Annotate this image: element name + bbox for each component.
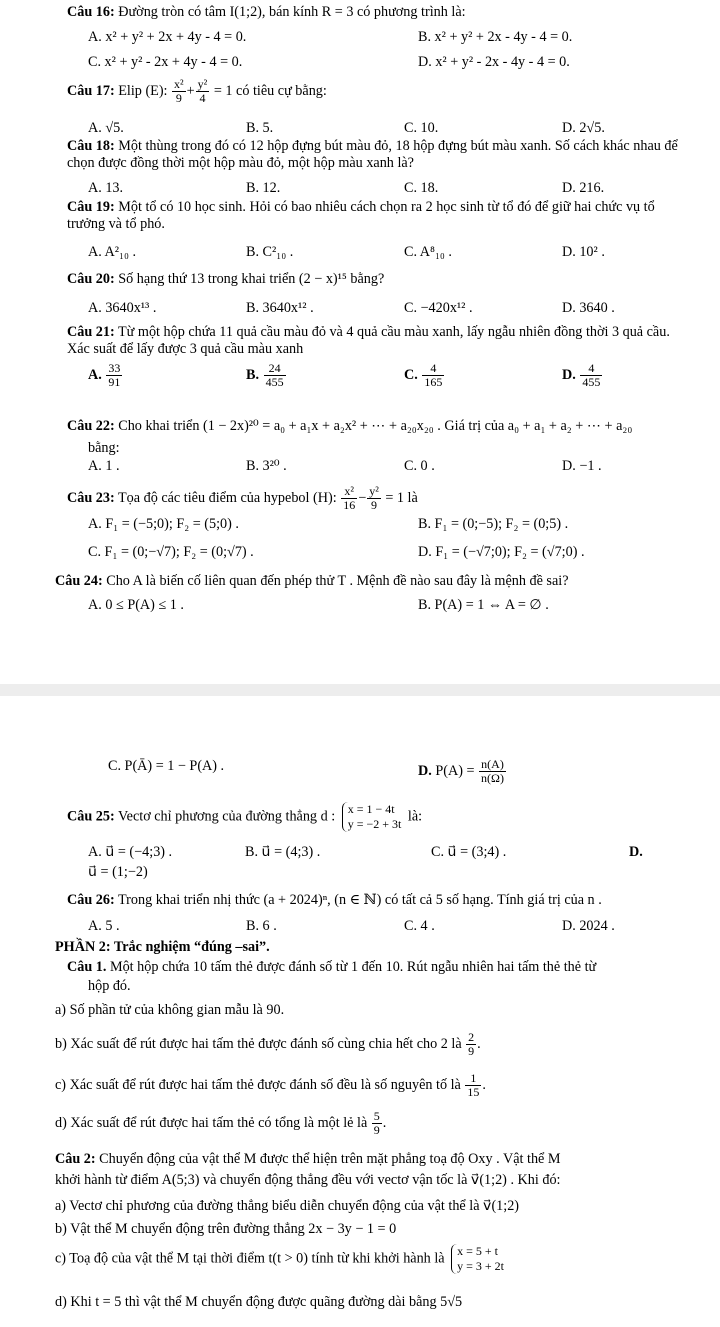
q26-option-d[interactable]: D. 2024 . [562,918,615,934]
q17-post: = 1 có tiêu cự bằng: [213,82,327,99]
p2c2-statement-d[interactable]: d) Khi t = 5 thì vật thể M chuyển động được quãng đường dài bằng 5√5 [55,1294,463,1310]
q19-option-b[interactable]: B. C²₁₀ . [246,244,294,260]
q17-pre: Elip (E): [118,82,168,99]
q25-system: x = 1 − 4t y = −2 + 3t [342,802,402,832]
q20-option-c[interactable]: C. −420x¹² . [404,300,473,316]
q22-text-cont: bằng: [88,440,120,456]
q20-option-a[interactable]: A. 3640x¹³ . [88,300,157,316]
question-20 [0,271,720,288]
q24-option-c[interactable]: C. P(Ā) = 1 − P(A) . [108,758,225,774]
q20-options [0,300,720,317]
q23-pre: Tọa độ các tiêu điểm của hypebol (H): [118,489,337,506]
page-2 [0,696,720,1327]
q23-option-a[interactable]: A. F₁ = (−5;0); F₂ = (5;0) . [88,516,239,532]
p2c2-statement-c[interactable]: c) Toạ độ của vật thể M tại thời điểm t(t > 0) tính từ khi khởi hành là x = 5 + t y = 3 + 2t [55,1244,504,1273]
p2c2-statement-b[interactable]: b) Vật thể M chuyển động trên đường thẳng 2x − 3y − 1 = 0 [55,1221,397,1237]
p2c2-text: Chuyển động của vật thể M được thể hiện trên mặt phẳng toạ độ Oxy . Vật thể M [99,1151,561,1167]
q18-label: Câu 18: [67,138,115,154]
p2c1-text-cont: hộp đó. [88,978,131,994]
q16-text: Đường tròn có tâm I(1;2), bán kính R = 3 có phương trình là: [118,4,466,20]
q25-label: Câu 25: [67,808,115,825]
q22-option-b[interactable]: B. 3²⁰ . [246,458,287,474]
p2c2-statement-a[interactable]: a) Vectơ chỉ phương của đường thẳng biểu diễn chuyển động của vật thể là v⃗(1;2) [55,1198,520,1214]
q22-options [0,458,720,475]
q25-pre: Vectơ chỉ phương của đường thẳng d : [118,808,336,825]
q22-option-a[interactable]: A. 1 . [88,458,120,474]
q18-text: Một thùng trong đó có 12 hộp đựng bút màu đỏ, 18 hộp đựng bút màu xanh. Số cách khác nhau để chọn được đồng thời một hộp màu đỏ, một hộp màu xanh là? [67,138,678,172]
q21-options [0,362,720,389]
q19-option-c[interactable]: C. A⁸₁₀ . [404,244,452,260]
q25-option-d-value[interactable]: u⃗ = (1;−2) [88,864,148,880]
q19-option-d[interactable]: D. 10² . [562,244,605,260]
q17-fraction-2: $\frac{\text{y²}}{4}$ [197,77,208,106]
q26-option-a[interactable]: A. 5 . [88,918,120,934]
p2c2-label: Câu 2: [55,1151,96,1167]
q16-option-d[interactable]: D. x² + y² - 2x - 4y - 4 = 0. [418,54,570,70]
q23-post: = 1 là [385,489,418,506]
q16-options-row1 [0,29,720,46]
q20-option-b[interactable]: B. 3640x¹² . [246,300,314,316]
q26-option-b[interactable]: B. 6 . [246,918,277,934]
q26-option-c[interactable]: C. 4 . [404,918,435,934]
question-16 [0,4,720,21]
q18-option-a[interactable]: A. 13. [88,180,124,196]
part2-heading: PHẦN 2: Trắc nghiệm “đúng –sai”. [55,939,270,955]
page-gap [0,684,720,696]
p2c1-statement-b[interactable]: b) Xác suất để rút được hai tấm thẻ được đánh số cùng chia hết cho 2 là $\frac{2}{9}$ . [55,1030,481,1059]
q16-options-row2 [0,54,720,71]
p2c1-text: Một hộp chứa 10 tấm thẻ được đánh số từ 1 đến 10. Rút ngẫu nhiên hai tấm thẻ thẻ từ [109,959,597,975]
q21-option-b[interactable]: B. $\frac{24}{455}$ [246,361,284,390]
question-21 [0,324,720,359]
q25-options [0,844,720,861]
p2c1-statement-a[interactable]: a) Số phần tử của không gian mẫu là 90. [55,1002,285,1018]
q25-option-d[interactable]: D. [629,844,643,860]
q21-label: Câu 21: [67,324,115,340]
q25-option-a[interactable]: A. u⃗ = (−4;3) . [88,844,173,860]
q16-option-b[interactable]: B. x² + y² + 2x - 4y - 4 = 0. [418,29,573,45]
q21-text: Từ một hộp chứa 11 quả cầu màu đỏ và 4 quả cầu màu xanh, lấy ngẫu nhiên đồng thời 3 quả cầu. Xác suất để lấy được 3 quả cầu màu xanh [67,324,670,358]
q23-label: Câu 23: [67,489,115,506]
q19-text: Một tổ có 10 học sinh. Hỏi có bao nhiêu cách chọn ra 2 học sinh từ tổ đó để giữ hai chức vụ tổ trưởng và tổ phó. [67,199,655,233]
q23-option-b[interactable]: B. F₁ = (0;−5); F₂ = (0;5) . [418,516,569,532]
q24-options-row1 [0,597,720,614]
q17-options [0,120,720,137]
q25-option-c[interactable]: C. u⃗ = (3;4) . [431,844,507,860]
q17-option-a[interactable]: A. √5. [88,120,124,136]
question-17: Câu 17: Elip (E): $\frac{\text{x²}}{9}$ + $\frac{\text{y²}}{4}$ = 1 có tiêu cự bằng: [67,77,327,106]
q18-option-c[interactable]: C. 18. [404,180,439,196]
q18-option-b[interactable]: B. 12. [246,180,281,196]
q22-text: Cho khai triển (1 − 2x)²⁰ = a₀ + a₁x + a₂x² + ⋯ + a₂₀x₂₀ . Giá trị của a₀ + a₁ + a₂ + ⋯ + a₂₀ [118,418,633,434]
q19-label: Câu 19: [67,199,115,215]
q23-options-row1 [0,516,720,533]
question-22 [0,418,720,435]
q18-options [0,180,720,197]
part2-question-2 [0,1151,720,1168]
q20-option-d[interactable]: D. 3640 . [562,300,615,316]
question-25 [0,802,720,832]
q22-label: Câu 22: [67,418,115,434]
question-24 [0,573,720,590]
q25-post: là: [407,808,423,825]
q19-option-a[interactable]: A. A²₁₀ . [88,244,137,260]
part2-question-1 [0,959,720,976]
q21-option-d[interactable]: D. $\frac{4}{455}$ [562,361,601,390]
q22-option-d[interactable]: D. −1 . [562,458,602,474]
q24-option-b[interactable]: B. P(A) = 1 ⇔ A = ∅ . [418,597,549,613]
q17-option-d[interactable]: D. 2√5. [562,120,605,136]
q25-option-b[interactable]: B. u⃗ = (4;3) . [245,844,321,860]
q26-text: Trong khai triển nhị thức (a + 2024)ⁿ, (n ∈ ℕ) có tất cả 5 số hạng. Tính giá trị của n . [118,892,602,908]
q23-option-c[interactable]: C. F₁ = (0;−√7); F₂ = (0;√7) . [88,544,254,560]
q23-options-row2 [0,544,720,561]
q20-text: Số hạng thứ 13 trong khai triển (2 − x)¹⁵ bằng? [118,271,385,287]
q17-label: Câu 17: [67,82,115,99]
q17-fraction-1: $\frac{\text{x²}}{9}$ [174,77,184,106]
q22-option-c[interactable]: C. 0 . [404,458,435,474]
q16-option-a[interactable]: A. x² + y² + 2x + 4y - 4 = 0. [88,29,247,45]
q26-options [0,918,720,935]
q17-option-c[interactable]: C. 10. [404,120,439,136]
q16-option-c[interactable]: C. x² + y² - 2x + 4y - 4 = 0. [88,54,243,70]
q23-fraction-1: $\frac{\text{x²}}{16}$ [343,484,356,513]
p2c1-statement-d[interactable]: d) Xác suất để rút được hai tấm thẻ có tổng là một lẻ là $\frac{5}{9}$ . [55,1109,387,1138]
q21-option-a[interactable]: A. $\frac{33}{91}$ [88,361,121,390]
q21-option-c[interactable]: C. $\frac{4}{165}$ [404,361,443,390]
q24-label: Câu 24: [55,573,103,589]
q19-options [0,244,720,261]
q24-option-a[interactable]: A. 0 ≤ P(A) ≤ 1 . [88,597,184,613]
q26-label: Câu 26: [67,892,115,908]
q24-text: Cho A là biến cố liên quan đến phép thử T . Mệnh đề nào sau đây là mệnh đề sai? [106,573,569,589]
q20-label: Câu 20: [67,271,115,287]
question-19 [0,199,720,234]
q23-option-d[interactable]: D. F₁ = (−√7;0); F₂ = (√7;0) . [418,544,585,560]
question-23: Câu 23: Tọa độ các tiêu điểm của hypebol (H): $\frac{\text{x²}}{16}$ − $\frac{\text{y²}}{9}$ = 1 là [67,484,418,513]
q16-label: Câu 16: [67,4,115,20]
q24-options-row2 [0,758,720,785]
p2c1-statement-c[interactable]: c) Xác suất để rút được hai tấm thẻ được đánh số đều là số nguyên tố là $\frac{1}{15}$ . [55,1071,486,1100]
question-18 [0,138,720,173]
question-26 [0,892,720,909]
q18-option-d[interactable]: D. 216. [562,180,605,196]
p2c1-label: Câu 1. [67,959,107,975]
p2c2-text-cont: khởi hành từ điểm A(5;3) và chuyển động thẳng đều với vectơ vận tốc là v⃗(1;2) . Khi đó: [55,1172,561,1188]
q23-fraction-2: $\frac{\text{y²}}{9}$ [369,484,379,513]
q24-option-d[interactable]: D. P(A) = $\frac{n(A)}{n(\Omega)}$ [418,757,504,786]
q17-option-b[interactable]: B. 5. [246,120,274,136]
